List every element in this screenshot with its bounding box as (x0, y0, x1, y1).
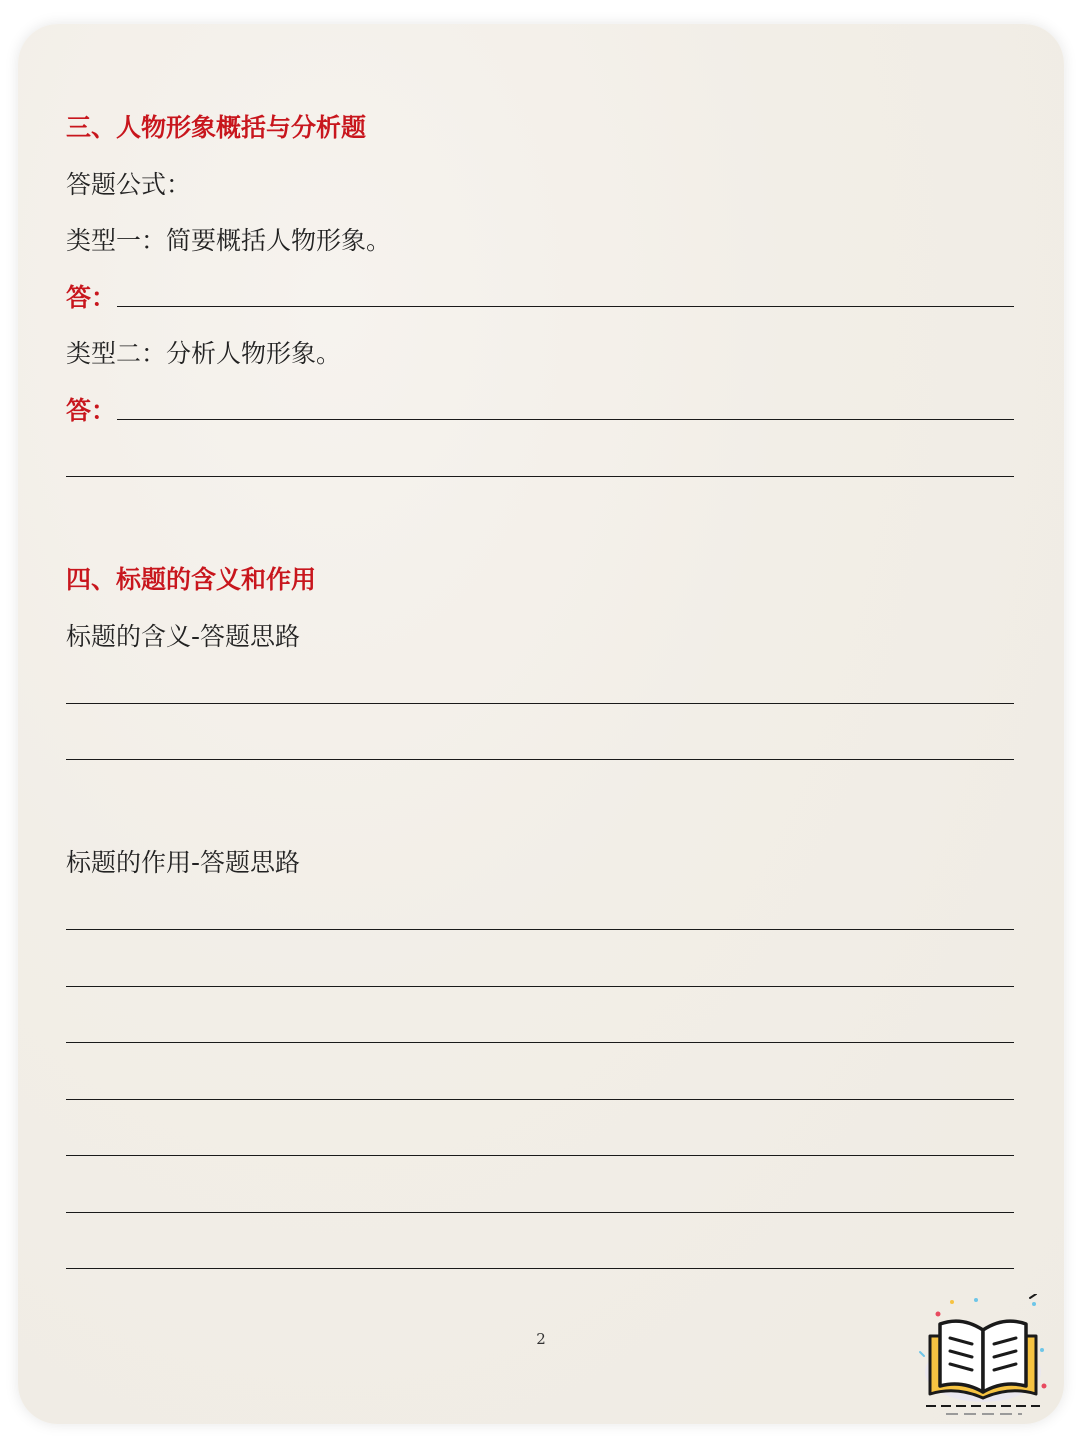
function-answer-line[interactable] (66, 986, 1014, 987)
page-number: 2 (536, 1330, 546, 1348)
section-3-title: 三、人物形象概括与分析题 (66, 113, 367, 142)
type-2-prompt: 类型二：分析人物形象。 (66, 339, 342, 368)
answer-2-line[interactable] (117, 419, 1014, 420)
answer-2-label: 答： (66, 396, 117, 425)
answer-1-label: 答： (66, 283, 117, 312)
function-answer-line[interactable] (66, 1268, 1014, 1269)
function-answer-line[interactable] (66, 1099, 1014, 1100)
answer-1-line[interactable] (117, 306, 1014, 307)
worksheet-page (18, 24, 1064, 1424)
meaning-answer-line[interactable] (66, 759, 1014, 760)
open-book-icon (918, 1294, 1048, 1419)
section-4-title: 四、标题的含义和作用 (66, 565, 317, 594)
function-answer-line[interactable] (66, 929, 1014, 930)
meaning-answer-line[interactable] (66, 703, 1014, 704)
formula-label: 答题公式： (66, 170, 192, 199)
function-answer-line[interactable] (66, 1212, 1014, 1213)
title-function-heading: 标题的作用-答题思路 (66, 848, 301, 877)
function-answer-line[interactable] (66, 1155, 1014, 1156)
title-meaning-heading: 标题的含义-答题思路 (66, 622, 301, 651)
answer-2-line-continued[interactable] (66, 476, 1014, 477)
function-answer-line[interactable] (66, 1042, 1014, 1043)
type-1-prompt: 类型一：简要概括人物形象。 (66, 226, 392, 255)
